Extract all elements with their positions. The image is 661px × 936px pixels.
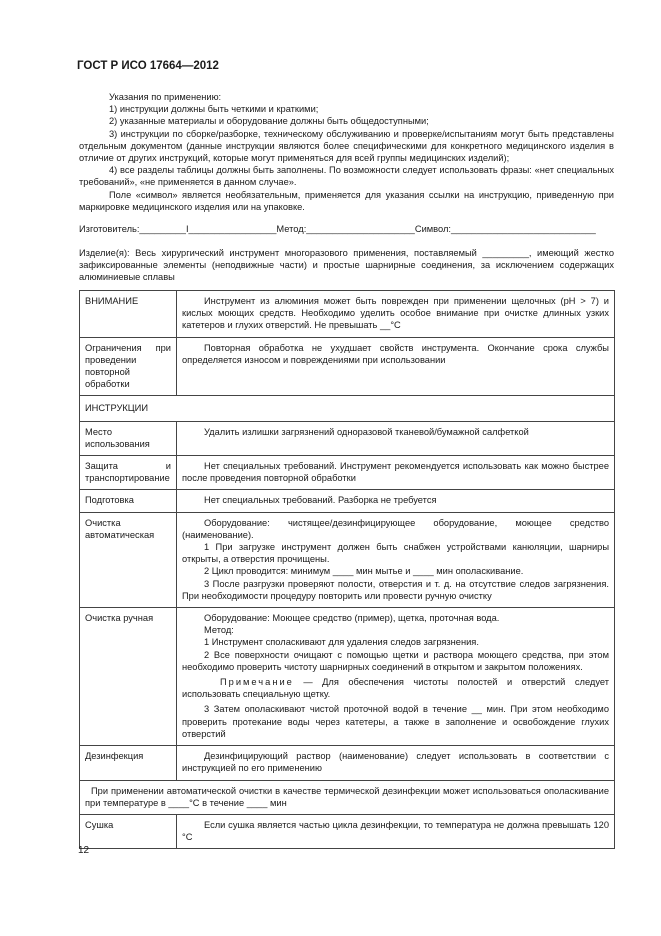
intro-item: 2) указанные материалы и оборудование должны быть общедоступными;	[109, 116, 429, 127]
manual-note	[182, 676, 609, 700]
intro-block	[79, 91, 614, 213]
row-text-auto	[177, 512, 615, 607]
table-row	[80, 337, 615, 396]
intro-item: 4) все разделы таблицы должны быть заполнены. По возможности следует использовать фразы: «нет специальных требований», «не применяется в данном случае».	[79, 165, 614, 188]
row-text-place	[177, 421, 615, 455]
auto-p3: 2 Цикл проводится: минимум ____ мин мытье и ____ мин ополаскивание.	[204, 566, 524, 577]
table-row	[80, 746, 615, 780]
table-row	[80, 512, 615, 607]
row-text-protection	[177, 456, 615, 490]
intro-heading: Указания по применению:	[109, 92, 222, 102]
warning-text: Инструмент из алюминия может быть поврежден при применении щелочных (рН > 7) и кислых моющих средств. Необходимо уделить особое внимание при очистке длинных узких катетеров и глухих отверстий. Не превышать __°С	[182, 296, 609, 331]
note-label: Примечание	[220, 677, 294, 688]
table-row	[80, 421, 615, 455]
instructions-heading: ИНСТРУКЦИИ	[80, 396, 615, 421]
document-header: ГОСТ Р ИСО 17664—2012	[77, 60, 219, 72]
manual-p4: 2 Все поверхности очищают с помощью щетки и раствора моющего средства, при этом необходимо проверить чистоту шарнирных соединений в открытом и закрытом положениях.	[182, 649, 609, 672]
note-text: — Для обеспечения чистоты полостей и отверстий следует использовать специальную щетку.	[182, 677, 609, 700]
limits-text: Повторная обработка не ухудшает свойств инструмента. Окончание срока службы определяется износом и повреждениями при использовании	[182, 342, 609, 365]
table-row	[80, 396, 615, 421]
table-row	[80, 456, 615, 490]
intro-item: 3) инструкции по сборке/разборке, техническому обслуживанию и проверке/испытаниям могут быть представлены отдельным документом (данные инструкции являются более специфическими для конкретного медицинского изделия в отличие от других инструкций, которые могут применяться для всей группы медицинских изделий);	[79, 128, 614, 164]
manual-p3: 1 Инструмент споласкивают для удаления следов загрязнения.	[204, 637, 479, 648]
manual-p5: 3 Затем ополаскивают чистой проточной водой в течение __ мин. При этом необходимо проверить протекание воды через катетеры, а также в заполнение и освобождение глухих отверстий	[182, 704, 609, 739]
table-row	[80, 814, 615, 848]
auto-p4: 3 После разгрузки проверяют полости, отверстия и т. д. на отсутствие следов загрязнения. При необходимости процедуру повторить или провести ручную очистку	[182, 578, 609, 601]
row-label-place: Место использования	[80, 421, 177, 455]
row-text-limits	[177, 337, 615, 396]
row-text-manual	[177, 608, 615, 746]
manual-p2: Метод:	[204, 625, 234, 636]
thermal-disinfection-note	[80, 780, 615, 814]
row-text-disinfection	[177, 746, 615, 780]
row-label-warning: ВНИМАНИЕ	[80, 291, 177, 338]
protection-text: Нет специальных требований. Инструмент рекомендуется использовать как можно быстрее после проведения повторной обработки	[182, 461, 609, 484]
disinfection-text: Дезинфицирующий раствор (наименование) следует использовать в соответствии с инструкцией по его применению	[182, 751, 609, 774]
row-label-limits: Ограничения при проведении повторной обработки	[80, 337, 177, 396]
row-label-manual: Очистка ручная	[80, 608, 177, 746]
table-row	[80, 608, 615, 746]
row-label-disinfection: Дезинфекция	[80, 746, 177, 780]
page-number: 12	[78, 845, 90, 856]
row-label-prep: Подготовка	[80, 490, 177, 512]
products-description: Изделие(я): Весь хирургический инструмент многоразового применения, поставляемый _________, имеющий жестко зафиксированные элементы (неподвижные части) и простые шарнирные соединения, за исключением содержащих алюминиевые сплавы	[79, 248, 614, 283]
drying-text: Если сушка является частью цикла дезинфекции, то температура не должна превышать 120 °С	[182, 819, 609, 843]
reprocessing-table	[79, 290, 615, 849]
thermal-text: При применении автоматической очистки в качестве термической дезинфекции может использоваться ополаскивание при температуре в ____°С в течение ____ мин	[85, 785, 609, 808]
auto-p2: 1 При загрузке инструмент должен быть снабжен устройствами канюляции, шарниры открыты, а отверстия прочищены.	[182, 542, 609, 565]
intro-item: 1) инструкции должны быть четкими и краткими;	[109, 104, 319, 115]
row-text-drying	[177, 814, 615, 848]
table-row	[80, 780, 615, 814]
prep-text: Нет специальных требований. Разборка не требуется	[204, 495, 437, 506]
place-text: Удалить излишки загрязнений одноразовой тканевой/бумажной салфеткой	[204, 426, 529, 437]
manual-p1: Оборудование: Моющее средство (пример), щетка, проточная вода.	[204, 613, 500, 624]
table-row	[80, 291, 615, 338]
row-text-warning	[177, 291, 615, 338]
auto-p1: Оборудование: чистящее/дезинфицирующее оборудование, моющее средство (наименование).	[182, 517, 609, 540]
row-text-prep	[177, 490, 615, 512]
row-label-protection: Защита и транспортирование	[80, 456, 177, 490]
row-label-drying: Сушка	[80, 814, 177, 848]
symbol-note: Поле «символ» является необязательным, применяется для указания ссылки на инструкцию, приведенную при маркировке медицинского изделия или на упаковке.	[79, 189, 614, 212]
row-label-auto: Очистка автоматическая	[80, 512, 177, 607]
manufacturer-method-symbol-line: Изготовитель:_________I_________________Метод:_____________________Символ:____________________________	[79, 224, 596, 234]
table-row	[80, 490, 615, 512]
